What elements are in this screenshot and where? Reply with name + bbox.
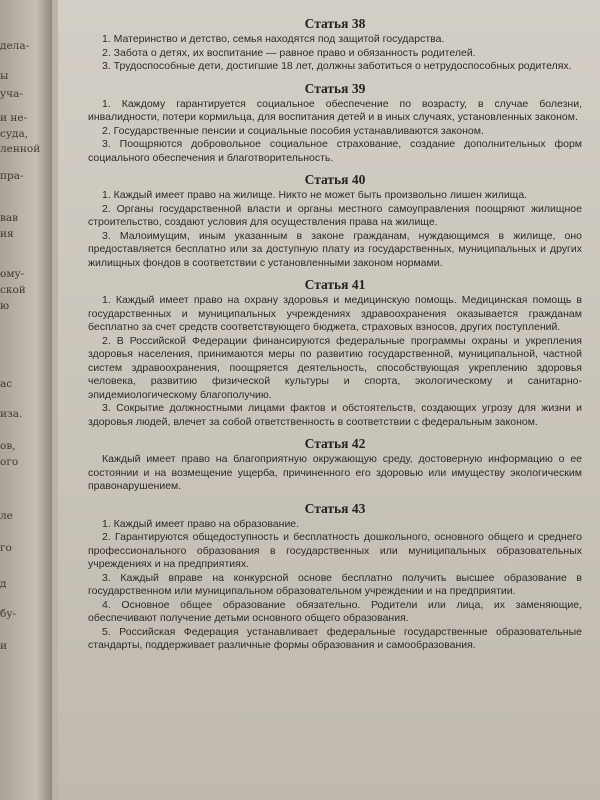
article-title: Статья 43 <box>304 500 366 516</box>
article-section <box>88 14 582 74</box>
margin-fragment: ас <box>0 378 13 390</box>
article-paragraph: 2. В Российской Федерации финансируются федеральные программы охраны и укрепления здоровья населения, принимаются меры по развитию государственной, муниципальной, частной систем здравоохранения, поощряется деятельность, способствующая укреплению здоровья человека, развитию физической культуры и спорта, экологическому и санитарно-эпидемиологическому благополучию. <box>88 334 582 401</box>
article-section <box>88 170 582 270</box>
article-paragraph: 2. Гарантируются общедоступность и бесплатность дошкольного, основного общего и среднего профессионального образования в государственных или муниципальных образовательных учреждениях и на предприятиях. <box>88 531 582 570</box>
article-section <box>88 79 582 166</box>
article-paragraph: 3. Каждый вправе на конкурсной основе бесплатно получить высшее образование в государственном или муниципальном образовательном учреждении и на предприятии. <box>88 571 582 597</box>
article-section <box>88 499 582 653</box>
article-paragraph: 2. Государственные пенсии и социальные пособия устанавливаются законом. <box>102 124 484 137</box>
margin-fragment: д <box>0 578 7 590</box>
article-paragraph: 5. Российская Федерация устанавливает федеральные государственные образовательные стандарты, поддерживает различные формы образования и самообразования. <box>88 625 582 651</box>
margin-fragment: ле <box>0 510 13 522</box>
article-title: Статья 39 <box>304 80 366 96</box>
article-paragraph: 1. Каждый имеет право на жилище. Никто не может быть произвольно лишен жилища. <box>102 189 528 201</box>
article-paragraph: 3. Сокрытие должностными лицами фактов и обстоятельств, создающих угрозу для жизни и здоровья людей, влечет за собой ответственность в соответствии с федеральным законом. <box>88 402 582 428</box>
article-title: Статья 40 <box>304 172 366 187</box>
margin-fragment: ому- <box>0 268 25 280</box>
article-paragraph: 2. Забота о детях, их воспитание — равное право и обязанность родителей. <box>102 46 476 59</box>
article-section <box>88 275 582 429</box>
margin-fragment: ы <box>0 70 9 82</box>
margin-fragment: вав <box>0 212 19 224</box>
margin-fragment: суда, <box>0 128 29 140</box>
margin-fragment: ого <box>0 456 19 468</box>
article-title: Статья 42 <box>304 436 366 451</box>
article-paragraph: 3. Поощряются добровольное социальное страхование, создание дополнительных форм социального обеспечения и благотворительность. <box>88 138 582 164</box>
article-paragraph: 1. Каждому гарантируется социальное обеспечение по возрасту, в случае болезни, инвалидности, потери кормильца, для воспитания детей и в иных случаях, установленных законом. <box>88 97 582 123</box>
article-paragraph: 1. Каждый имеет право на охрану здоровья и медицинскую помощь. Медицинская помощь в государственных и муниципальных учреждениях здравоохранения оказывается гражданам бесплатно за счет средств соответствующего бюджета, страховых взносов, других поступлений. <box>88 294 582 333</box>
article-section <box>88 434 582 494</box>
article-paragraph: 2. Органы государственной власти и органы местного самоуправления поощряют жилищное строительство, создают условия для осуществления права на жилище. <box>88 202 582 228</box>
margin-fragment: ов, <box>0 440 16 452</box>
margin-fragment: и <box>0 640 7 652</box>
article-title: Статья 41 <box>304 277 366 292</box>
article-paragraph: Каждый имеет право на благоприятную окружающую среду, достоверную информацию о ее состоянии и на возмещение ущерба, причиненного его здоровью или имуществу экологическим правонарушением. <box>88 453 582 492</box>
article-paragraph: 3. Трудоспособные дети, достигшие 18 лет, должны заботиться о нетрудоспособных родителях. <box>102 60 572 72</box>
margin-fragment: ленной <box>0 143 41 155</box>
article-paragraph: 3. Малоимущим, иным указанным в законе гражданам, нуждающимся в жилище, оно предоставляется бесплатно или за доступную плату из государственных, муниципальных и других жилищных фондов в соответствии с установленными законом нормами. <box>88 229 582 269</box>
margin-fragment: пра- <box>0 170 24 182</box>
margin-fragment: ю <box>0 300 10 312</box>
margin-fragment: ия <box>0 228 14 240</box>
margin-fragment: ской <box>0 284 26 296</box>
margin-fragment: бу- <box>0 608 17 620</box>
previous-page-edge <box>0 0 52 800</box>
margin-fragment: и не- <box>0 112 28 124</box>
book-page <box>58 0 600 800</box>
margin-fragment: делa- <box>0 40 30 52</box>
constitution-articles <box>88 14 582 658</box>
article-title: Статья 38 <box>304 16 366 31</box>
article-paragraph: 1. Каждый имеет право на образование. <box>102 517 300 530</box>
article-paragraph: 4. Основное общее образование обязательно. Родители или лица, их заменяющие, обеспечивают получение детьми основного общего образования. <box>88 598 582 624</box>
article-paragraph: 1. Материнство и детство, семья находятся под защитой государства. <box>102 33 445 45</box>
margin-fragment: уча- <box>0 88 23 100</box>
margin-fragment: иза. <box>0 408 23 420</box>
margin-fragment: го <box>0 542 12 554</box>
